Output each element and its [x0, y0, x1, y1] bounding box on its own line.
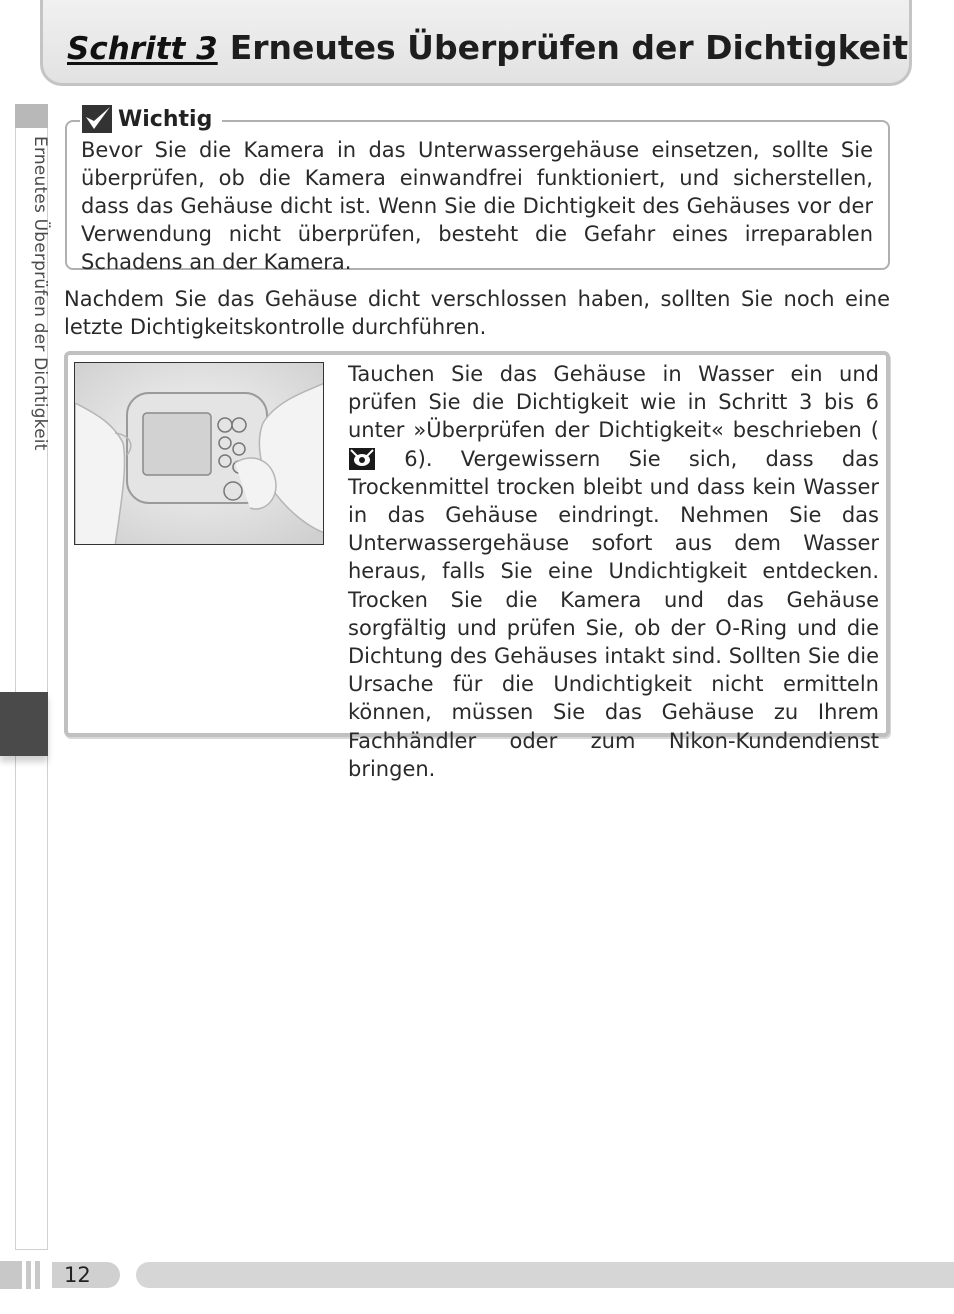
important-title: Wichtig [118, 106, 213, 132]
intro-paragraph: Nachdem Sie das Gehäuse dicht verschlossen haben, sollten Sie noch eine letzte Dichtigkeitskontrolle durchführen. [64, 287, 890, 339]
footer-bar [35, 1261, 40, 1289]
instruction-text [348, 360, 879, 783]
instruction-text-part1: Tauchen Sie das Gehäuse in Wasser ein und prüfen Sie die Dichtigkeit wie in Schritt 3 bis 6 unter »Überprüfen der Dichtigkeit« beschrieben ( [348, 362, 879, 443]
side-strip-cap [15, 104, 48, 128]
reference-page: 6 [404, 446, 418, 471]
instruction-text-part2: ). Vergewissern Sie sich, dass das Trockenmittel trocken bleibt und dass kein Wasser in das Gehäuse eindringt. Nehmen Sie das Unterwassergehäuse sofort aus dem Wasser heraus, falls Sie eine Undichtigkeit entdecken. Trocken Sie die Kamera und das Gehäuse sorgfältig und prüfen Sie, ob der O-Ring und die Dichtung des Gehäuses intakt sind. Sollten Sie die Ursache für die Undichtigkeit nicht ermitteln können, müssen Sie das Gehäuse zu Ihrem Fachhändler oder zum Nikon-Kundendienst bringen. [348, 446, 879, 781]
important-text: Bevor Sie die Kamera in das Unterwassergehäuse einsetzen, sollte Sie überprüfen, ob die Kamera einwandfrei funktioniert, und sicherstellen, dass das Gehäuse dicht ist. Wenn Sie die Dichtigkeit des Gehäuses vor der Verwendung nicht überprüfen, besteht die Gefahr eines irreparablen Schadens an der Kamera. [81, 138, 873, 274]
important-legend [80, 104, 222, 134]
side-section-label: Erneutes Überprüfen der Dichtigkeit [30, 136, 50, 451]
page-reference-icon [349, 448, 375, 470]
checkmark-icon [82, 105, 112, 133]
footer-bars [0, 1261, 44, 1289]
footer-bar [26, 1261, 31, 1289]
chapter-tab [0, 692, 48, 756]
footer-bar-long [136, 1262, 954, 1288]
page-number: 12 [64, 1263, 91, 1287]
step-label: Schritt 3 [67, 31, 218, 67]
footer-bar [0, 1261, 22, 1289]
section-title: Erneutes Überprüfen der Dichtigkeit [229, 28, 909, 67]
page-title [67, 28, 908, 67]
page-header [40, 0, 912, 86]
camera-housing-photo [74, 362, 324, 545]
